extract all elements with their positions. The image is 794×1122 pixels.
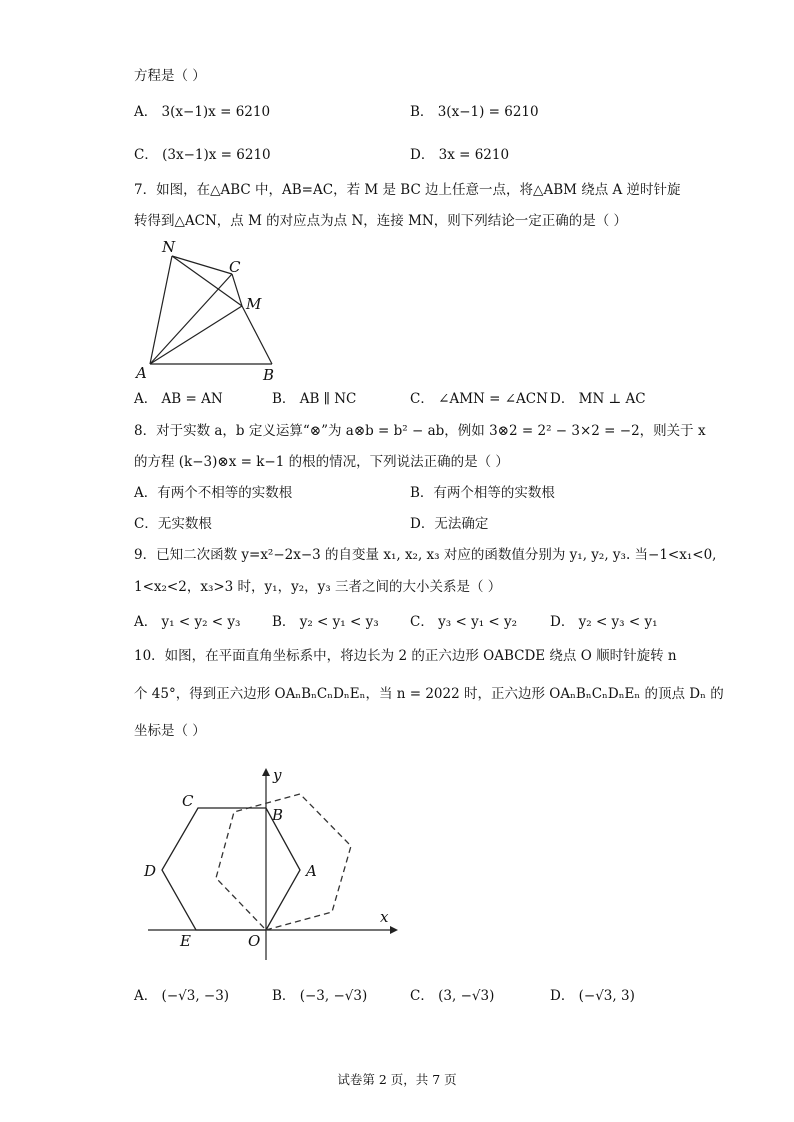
option-label: A． bbox=[134, 104, 158, 120]
option-label: C． bbox=[410, 988, 434, 1004]
option-label: D． bbox=[410, 147, 435, 163]
q7-stem-line2: 转得到△ACN，点 M 的对应点为点 N，连接 MN，则下列结论一定正确的是（ ） bbox=[134, 213, 627, 229]
q8-stem-line1: 8．对于实数 a，b 定义运算“⊗”为 a⊗b = b² − ab，例如 3⊗2 = 2² − 3×2 = −2，则关于 x bbox=[134, 423, 706, 439]
q10-stem-line3: 坐标是（ ） bbox=[134, 723, 206, 739]
q6-option-d bbox=[410, 145, 509, 165]
segment-AM bbox=[150, 306, 242, 364]
x-axis-arrow bbox=[390, 926, 398, 934]
q10-option-a bbox=[134, 986, 229, 1006]
option-label: D． bbox=[550, 391, 575, 407]
option-label: A． bbox=[134, 988, 158, 1004]
option-text: MN ⊥ AC bbox=[578, 391, 646, 407]
q8-option-b bbox=[410, 483, 555, 503]
q7-figure bbox=[130, 236, 290, 384]
option-text: AB = AN bbox=[161, 391, 223, 407]
segment-AN bbox=[150, 256, 172, 364]
label-B: B bbox=[272, 806, 284, 824]
option-label: A． bbox=[134, 614, 158, 630]
q9-option-c bbox=[410, 612, 517, 632]
option-label: C． bbox=[134, 516, 158, 532]
label-A: A bbox=[306, 862, 317, 880]
q6-option-c bbox=[134, 145, 271, 165]
option-text: (−3, −√3) bbox=[299, 988, 368, 1004]
option-label: C． bbox=[134, 147, 158, 163]
option-text: (3x−1)x = 6210 bbox=[162, 147, 271, 163]
label-C: C bbox=[229, 258, 241, 276]
option-label: D． bbox=[550, 988, 575, 1004]
q9-option-b bbox=[272, 612, 379, 632]
y-axis-arrow bbox=[262, 768, 270, 776]
option-label: B． bbox=[272, 988, 296, 1004]
option-text: 3(x−1) = 6210 bbox=[437, 104, 539, 120]
label-E: E bbox=[180, 932, 191, 950]
option-text: AB ∥ NC bbox=[299, 391, 357, 407]
label-D: D bbox=[144, 862, 157, 880]
hexagon-OABCDE bbox=[162, 808, 300, 930]
option-label: B． bbox=[272, 391, 296, 407]
q7-option-b bbox=[272, 389, 356, 409]
option-label: D． bbox=[550, 614, 575, 630]
q6-stem-tail: 方程是（ ） bbox=[134, 68, 206, 84]
q8-option-c bbox=[134, 514, 212, 534]
q8-option-d bbox=[410, 514, 488, 534]
option-label: A． bbox=[134, 485, 158, 501]
option-label: A． bbox=[134, 391, 158, 407]
q10-option-c bbox=[410, 986, 494, 1006]
q7-stem-line1: 7．如图，在△ABC 中，AB=AC，若 M 是 BC 边上任意一点，将△ABM 绕点 A 逆时针旋 bbox=[134, 182, 681, 198]
option-label: B． bbox=[272, 614, 296, 630]
q10-option-d bbox=[550, 986, 635, 1006]
q9-stem-line1: 9．已知二次函数 y=x²−2x−3 的自变量 x₁, x₂, x₃ 对应的函数值分别为 y₁, y₂, y₃. 当−1<x₁<0, bbox=[134, 547, 717, 563]
segment-MB bbox=[242, 306, 272, 364]
option-text: 有两个相等的实数根 bbox=[433, 485, 555, 501]
q10-figure bbox=[140, 760, 400, 966]
q8-option-a bbox=[134, 483, 292, 503]
q8-stem-line2: 的方程 (k−3)⊗x = k−1 的根的情况，下列说法正确的是（ ） bbox=[134, 454, 509, 470]
segment-NC bbox=[172, 256, 232, 274]
q9-stem-line2: 1<x₂<2，x₃>3 时，y₁，y₂，y₃ 三者之间的大小关系是（ ） bbox=[134, 579, 502, 595]
q9-option-a bbox=[134, 612, 240, 632]
segment-CM bbox=[232, 274, 242, 306]
q7-option-a bbox=[134, 389, 223, 409]
option-text: 3x = 6210 bbox=[438, 147, 510, 163]
label-y: y bbox=[273, 766, 282, 784]
label-M: M bbox=[246, 295, 262, 313]
label-x: x bbox=[380, 908, 389, 926]
q10-stem-line1: 10．如图，在平面直角坐标系中，将边长为 2 的正六边形 OABCDE 绕点 O 顺时针旋转 n bbox=[134, 648, 677, 664]
option-text: (3, −√3) bbox=[438, 988, 495, 1004]
label-A: A bbox=[136, 364, 147, 382]
q6-option-a bbox=[134, 102, 270, 122]
q6-option-b bbox=[410, 102, 539, 122]
option-label: C． bbox=[410, 391, 434, 407]
segment-AC bbox=[150, 274, 232, 364]
hexagon-rotated-dashed bbox=[216, 794, 351, 930]
option-text: 3(x−1)x = 6210 bbox=[161, 104, 271, 120]
q10-stem-line2: 个 45°，得到正六边形 OAₙBₙCₙDₙEₙ，当 n = 2022 时，正六边形 OAₙBₙCₙDₙEₙ 的顶点 Dₙ 的 bbox=[134, 686, 724, 702]
option-text: y₂ < y₃ < y₁ bbox=[578, 614, 658, 630]
label-N: N bbox=[162, 238, 176, 256]
option-text: ∠AMN = ∠ACN bbox=[438, 391, 548, 407]
option-text: 无法确定 bbox=[434, 516, 489, 532]
option-text: (−√3, 3) bbox=[578, 988, 635, 1004]
option-text: 有两个不相等的实数根 bbox=[157, 485, 293, 501]
label-O: O bbox=[248, 932, 261, 950]
page-footer: 试卷第 2 页，共 7 页 bbox=[337, 1072, 457, 1087]
option-text: y₂ < y₁ < y₃ bbox=[299, 614, 379, 630]
label-B: B bbox=[263, 366, 275, 384]
q10-option-b bbox=[272, 986, 367, 1006]
q9-option-d bbox=[550, 612, 658, 632]
option-text: y₁ < y₂ < y₃ bbox=[161, 614, 241, 630]
q7-option-d bbox=[550, 389, 646, 409]
option-label: B． bbox=[410, 104, 434, 120]
option-text: 无实数根 bbox=[157, 516, 212, 532]
label-C: C bbox=[182, 792, 194, 810]
q7-option-c bbox=[410, 389, 548, 409]
option-label: C． bbox=[410, 614, 434, 630]
option-label: B． bbox=[410, 485, 434, 501]
option-text: (−√3, −3) bbox=[161, 988, 230, 1004]
option-label: D． bbox=[410, 516, 435, 532]
option-text: y₃ < y₁ < y₂ bbox=[438, 614, 518, 630]
